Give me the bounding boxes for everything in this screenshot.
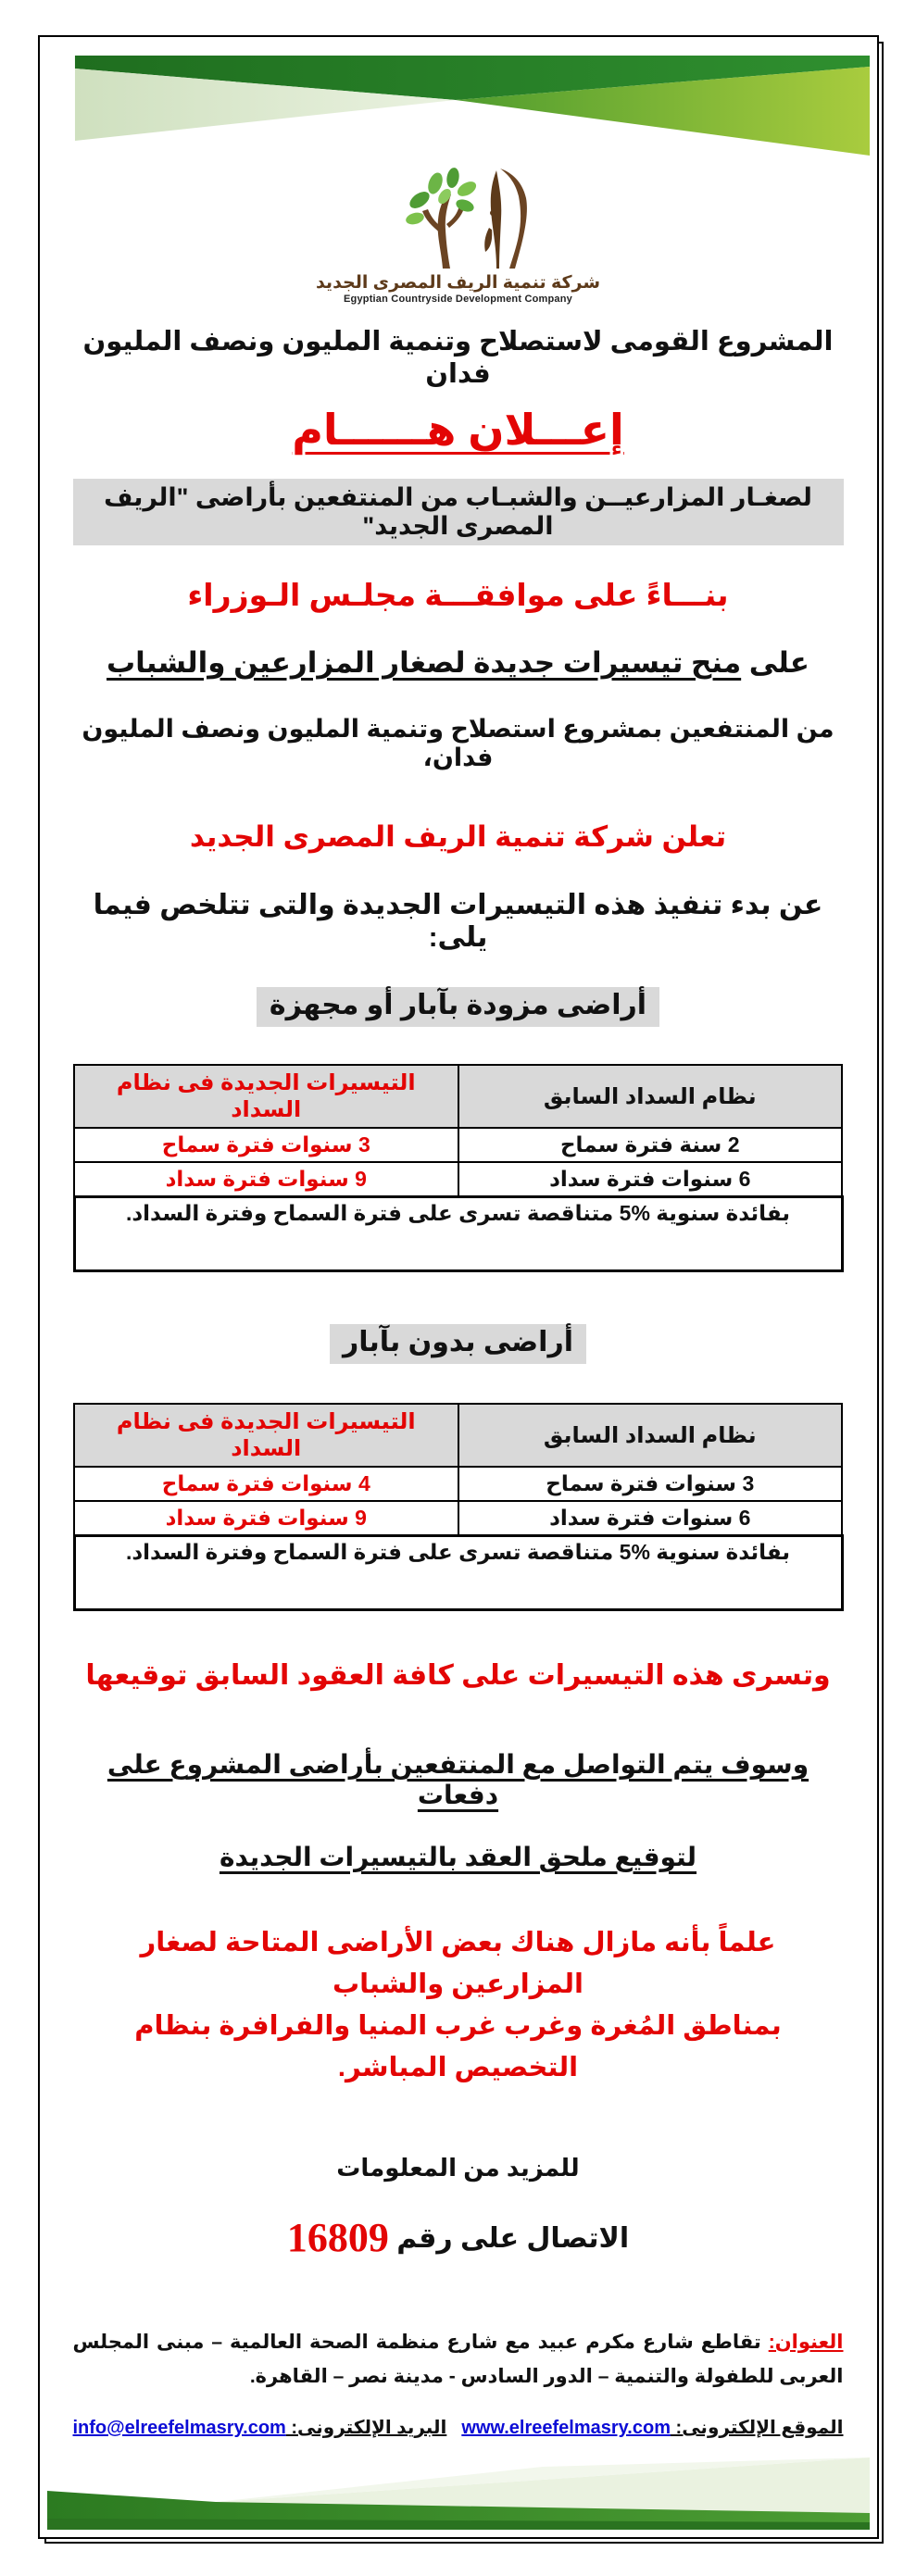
project-headline: المشروع القومى لاستصلاح وتنمية المليون ونصف المليون فدان: [82, 327, 834, 389]
new-repayment-period: 9 سنوات فترة سداد: [74, 1501, 458, 1536]
hotline-number: 16809: [286, 2214, 389, 2260]
payment-terms-table-no-wells: [73, 1403, 844, 1611]
applies-to-previous-contracts-line: وتسرى هذه التيسيرات على كافة العقود السابق توقيعها: [85, 1660, 831, 1691]
logo-company-name-arabic: شركة تنمية الريف المصرى الجديد: [315, 273, 601, 293]
prev-repayment-period: 6 سنوات فترة سداد: [458, 1162, 843, 1197]
new-grace-period: 3 سنوات فترة سماح: [74, 1128, 458, 1162]
implementation-start-line: عن بدء تنفيذ هذه التيسيرات الجديدة والتى تتلخص فيما يلى:: [93, 890, 823, 953]
table-header-row: [74, 1404, 842, 1467]
call-prefix: الاتصال على رقم: [388, 2222, 630, 2254]
grant-facilitations-line: [73, 646, 844, 680]
table-header-row: [74, 1065, 842, 1128]
email-pair: [73, 2416, 447, 2439]
address-block: [73, 2326, 844, 2395]
contract-annex-line: لتوقيع ملحق العقد بالتيسيرات الجديدة: [219, 1843, 697, 1871]
website-label: الموقع الإلكترونى:: [670, 2418, 844, 2439]
new-grace-period: 4 سنوات فترة سماح: [74, 1467, 458, 1501]
column-new-facilitations: التيسيرات الجديدة فى نظام السداد: [74, 1065, 458, 1128]
beneficiaries-line: من المنتفعين بمشروع استصلاح وتنمية المليون ونصف المليون فدان،: [82, 715, 834, 771]
section-title-lands-with-wells: أراضى مزودة بآبار أو مجهزة: [73, 987, 844, 1027]
column-previous-system: نظام السداد السابق: [458, 1065, 843, 1128]
email-label: البريد الإلكترونى:: [285, 2418, 447, 2439]
website-link[interactable]: www.elreefelmasry.com: [461, 2418, 671, 2439]
new-repayment-period: 9 سنوات فترة سداد: [74, 1162, 458, 1197]
note-line-1: علماً بأنه مازال هناك بعض الأراضى المتاحة لصغار المزارعين والشباب: [140, 1928, 776, 1999]
table-row: [74, 1128, 842, 1162]
audience-strip: لصغـار المزارعيــن والشبـاب من المنتفعين بأراضى "الريف المصرى الجديد": [73, 479, 844, 545]
prev-grace-period: 2 سنة فترة سماح: [458, 1128, 843, 1162]
grant-line-prefix: على: [741, 646, 809, 679]
available-lands-note: [73, 1922, 844, 2089]
table-footnote-row: [74, 1197, 842, 1271]
cabinet-approval-line: بنـــاءً على موافقـــة مجلـس الـوزراء: [187, 578, 729, 612]
column-previous-system: نظام السداد السابق: [458, 1404, 843, 1467]
announcement-title: إعـــلان هــــــام: [292, 406, 624, 454]
logo-tree-calligraphy-icon: [361, 165, 556, 274]
table-row: [74, 1467, 842, 1501]
top-green-banner: [47, 52, 870, 161]
prev-grace-period: 3 سنوات فترة سماح: [458, 1467, 843, 1501]
section-title-lands-without-wells: أراضى بدون بآبار: [73, 1324, 844, 1364]
website-pair: [461, 2416, 843, 2439]
logo-company-name-english: Egyptian Countryside Development Company: [344, 294, 572, 305]
announcement-page: [38, 35, 879, 2539]
hotline-line: [73, 2214, 844, 2261]
contact-batches-line: وسوف يتم التواصل مع المنتفعين بأراضى المشروع على دفعات: [107, 1750, 809, 1809]
bottom-green-banner: [47, 2454, 870, 2532]
payment-terms-table-wells: [73, 1064, 844, 1272]
note-line-2: بمناطق المُغرة وغرب غرب المنيا والفرافرة بنظام التخصيص المباشر.: [134, 2010, 782, 2082]
grant-line-underlined: منح تيسيرات جديدة لصغار المزارعين والشباب: [107, 646, 742, 679]
interest-rate-footnote: بفائدة سنوية %5 متناقصة تسرى على فترة السماح وفترة السداد.: [74, 1197, 842, 1271]
company-logo: [73, 165, 844, 305]
table-row: [74, 1162, 842, 1197]
company-announce-line: تعلن شركة تنمية الريف المصرى الجديد: [189, 820, 727, 853]
table-row: [74, 1501, 842, 1536]
address-text: تقاطع شارع مكرم عبيد مع شارع منظمة الصحة العالمية – مبنى المجلس العربى للطفولة والتنمية – الدور السادس - مدينة نصر – القاهرة.: [72, 2331, 844, 2387]
prev-repayment-period: 6 سنوات فترة سداد: [458, 1501, 843, 1536]
links-row: [73, 2416, 844, 2439]
interest-rate-footnote: بفائدة سنوية %5 متناقصة تسرى على فترة السماح وفترة السداد.: [74, 1536, 842, 1610]
more-info-line: للمزيد من المعلومات: [336, 2153, 580, 2182]
table-footnote-row: [74, 1536, 842, 1610]
address-label: العنوان:: [768, 2331, 844, 2353]
column-new-facilitations: التيسيرات الجديدة فى نظام السداد: [74, 1404, 458, 1467]
email-link[interactable]: info@elreefelmasry.com: [72, 2418, 286, 2439]
